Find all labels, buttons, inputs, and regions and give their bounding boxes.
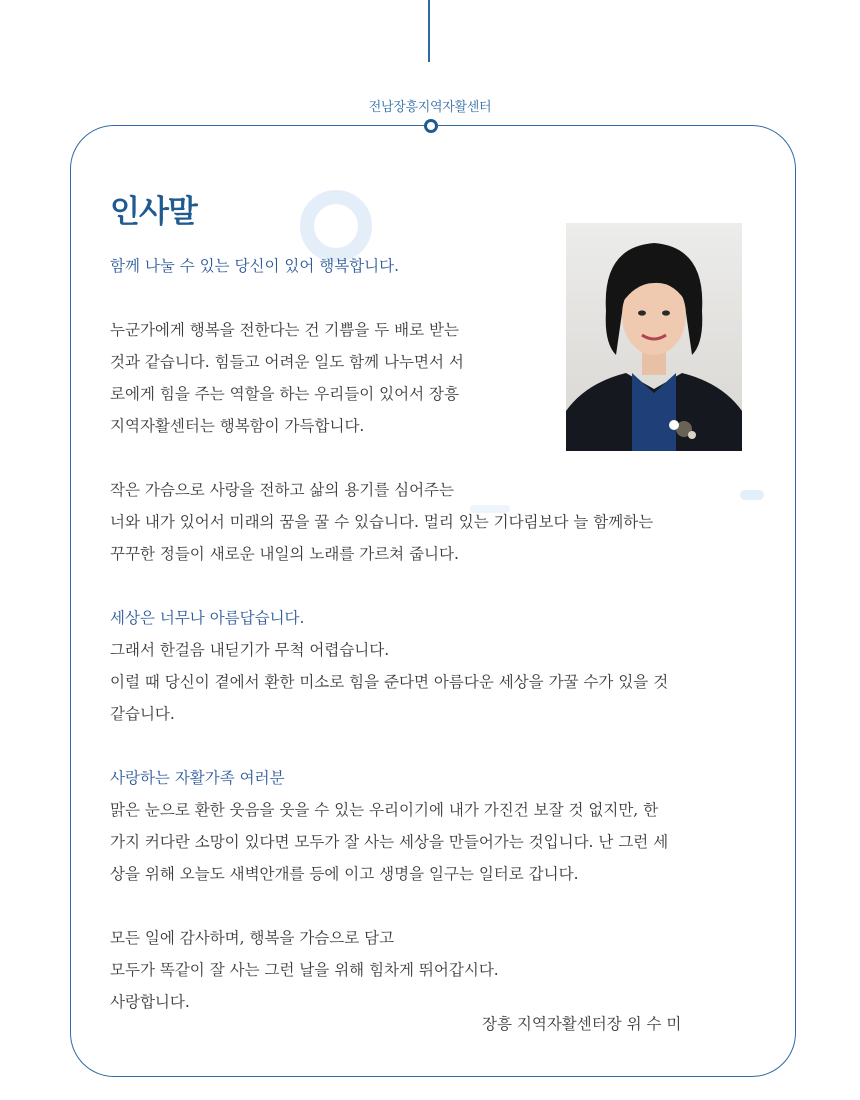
signature: 장흥 지역자활센터장 위 수 미 — [482, 1015, 682, 1033]
text-line: 것과 같습니다. 힘들고 어려운 일도 함께 나누면서 서 — [110, 353, 464, 371]
text-line: 상을 위해 오늘도 새벽안개를 등에 이고 생명을 일구는 일터로 갑니다. — [110, 865, 579, 883]
text-line: 같습니다. — [110, 705, 175, 723]
text-line: 그래서 한걸음 내딛기가 무척 어렵습니다. — [110, 641, 390, 659]
text-line: 이럴 때 당신이 곁에서 환한 미소로 힘을 준다면 아름다운 세상을 가꿀 수가 있을 것 — [110, 673, 669, 691]
organization-name: 전남장흥지역자활센터 — [368, 100, 492, 115]
text-line: 너와 내가 있어서 미래의 꿈을 꿀 수 있습니다. 멀리 있는 기다림보다 늘 함께하는 — [110, 513, 654, 531]
text-line: 로에게 힘을 주는 역할을 하는 우리들이 있어서 장흥 — [110, 385, 459, 403]
text-line: 세상은 너무나 아름답습니다. — [110, 609, 305, 627]
text-line: 누군가에게 행복을 전한다는 건 기쁨을 두 배로 받는 — [110, 321, 459, 339]
text-line: 맑은 눈으로 환한 웃음을 웃을 수 있는 우리이기에 내가 가진건 보잘 것 없지만, 한 — [110, 801, 659, 819]
greeting-body — [110, 250, 750, 1018]
text-line: 모든 일에 감사하며, 행복을 가슴으로 담고 — [110, 929, 395, 947]
text-line: 사랑합니다. — [110, 993, 190, 1011]
top-vertical-line — [428, 0, 430, 62]
text-line: 지역자활센터는 행복함이 가득합니다. — [110, 417, 365, 435]
text-line: 모두가 똑같이 잘 사는 그런 날을 위해 힘차게 뛰어갑시다. — [110, 961, 499, 979]
text-line: 작은 가슴으로 사랑을 전하고 삶의 용기를 심어주는 — [110, 481, 454, 499]
text-line: 사랑하는 자활가족 여러분 — [110, 769, 285, 787]
ring-dot-icon — [424, 119, 438, 133]
text-line: 가지 커다란 소망이 있다면 모두가 잘 사는 세상을 만들어가는 것입니다. 난 그런 세 — [110, 833, 669, 851]
page-title: 인사말 — [110, 194, 197, 230]
text-line: 꾸꾸한 정들이 새로운 내일의 노래를 가르쳐 줍니다. — [110, 545, 459, 563]
text-line: 함께 나눌 수 있는 당신이 있어 행복합니다. — [110, 257, 400, 275]
